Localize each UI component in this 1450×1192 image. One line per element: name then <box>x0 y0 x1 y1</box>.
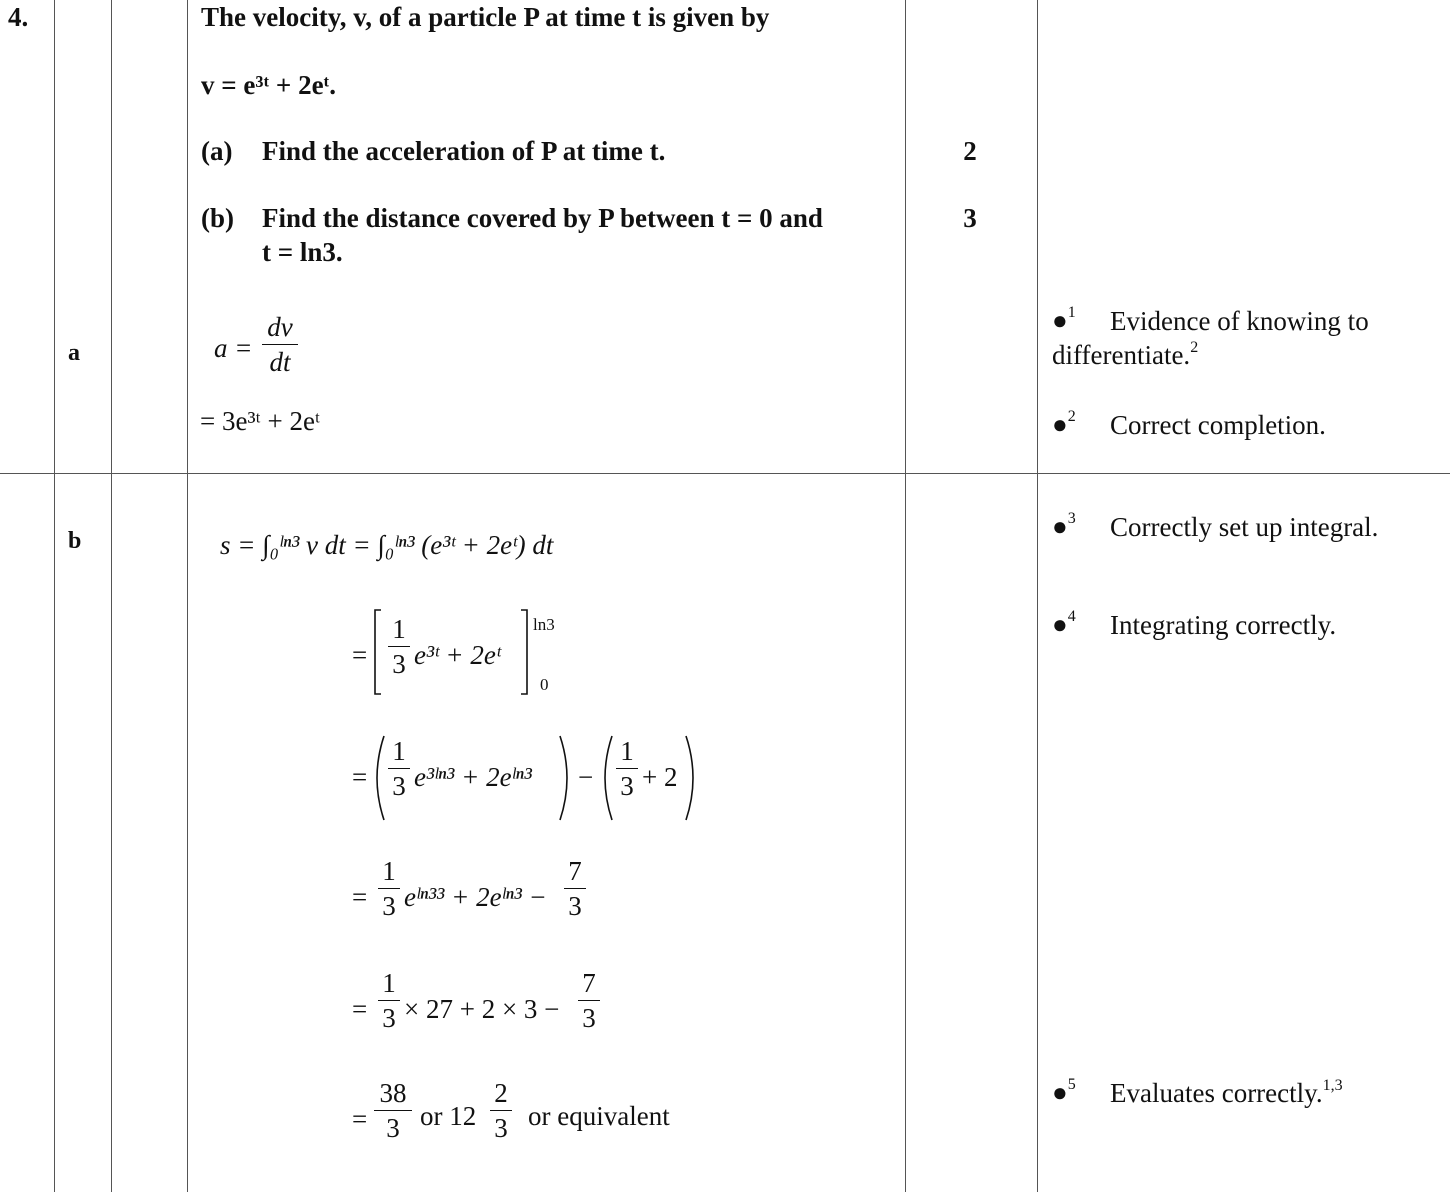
dv-numerator: dv <box>267 312 293 342</box>
mark-bullet-4: ●$^4$ <box>1052 608 1076 639</box>
antiderivative: e³ᵗ + 2eᵗ <box>414 640 501 670</box>
question-stem: The velocity, v, of a particle P at time t is given by <box>201 2 770 32</box>
simplified-exponents: eˡⁿ³³ + 2eˡⁿ³ − <box>404 882 547 912</box>
dt-denominator: dt <box>269 347 291 377</box>
mark-1-text: Evidence of knowing to <box>1110 306 1369 336</box>
column-divider-2 <box>111 0 112 1192</box>
mark-1-text-cont: differentiate.$^2$ <box>1052 339 1199 370</box>
column-divider-1 <box>54 0 55 1192</box>
solution-a-label: a <box>68 340 80 366</box>
mark-3-text: Correctly set up integral. <box>1110 512 1379 542</box>
mark-5-text: Evaluates correctly.$^{1,3}$ <box>1110 1077 1343 1108</box>
numeric-evaluation: × 27 + 2 × 3 − <box>404 994 560 1024</box>
velocity-equation: v = e³ᵗ + 2eᵗ. <box>201 70 337 100</box>
final-fraction: 38 3 <box>374 1078 412 1143</box>
eq-sign-4: = <box>352 882 368 912</box>
mixed-number-fraction: 2 3 <box>490 1078 512 1143</box>
lower-limit: 0 <box>540 675 549 694</box>
part-b-marks: 3 <box>963 203 977 233</box>
column-divider-5 <box>1037 0 1038 1192</box>
eq-sign-2: = <box>352 640 368 670</box>
mark-bullet-5: ●$^5$ <box>1052 1076 1076 1107</box>
mixed-number-whole: or 12 <box>420 1101 477 1131</box>
part-b-text-line1: Find the distance covered by P between t = 0 and <box>262 203 823 233</box>
minus-sign-3: − <box>578 762 594 792</box>
mark-bullet-2: ●$^2$ <box>1052 408 1076 439</box>
acceleration-result: = 3e³ᵗ + 2eᵗ <box>200 406 321 436</box>
acceleration-lhs: a = <box>214 333 253 363</box>
mark-4-text: Integrating correctly. <box>1110 610 1337 640</box>
integral-setup: s = ∫₀ˡⁿ³ v dt = ∫₀ˡⁿ³ (e³ᵗ + 2eᵗ) dt <box>220 530 554 560</box>
column-divider-3 <box>187 0 188 1192</box>
one-third-fraction-4: 1 3 <box>378 856 400 921</box>
row-divider <box>0 473 1450 474</box>
part-a-text: Find the acceleration of P at time t. <box>262 136 666 166</box>
dv-dt-fraction <box>262 312 298 377</box>
column-divider-4 <box>905 0 906 1192</box>
seven-thirds-fraction-4: 7 3 <box>564 856 586 921</box>
mark-bullet-1: ●$^1$ <box>1052 304 1076 335</box>
fraction-bar <box>262 344 298 345</box>
one-third-fraction-2: 1 3 <box>388 614 410 679</box>
eq-sign-5: = <box>352 994 368 1024</box>
question-number: 4. <box>8 2 29 32</box>
one-third-fraction-3: 1 3 <box>388 736 410 801</box>
eq-sign-3: = <box>352 762 368 792</box>
part-b-label: (b) <box>201 203 234 233</box>
upper-limit: ln3 <box>533 615 555 634</box>
part-a-label: (a) <box>201 136 233 166</box>
mark-2-text: Correct completion. <box>1110 410 1326 440</box>
solution-b-label: b <box>68 528 82 554</box>
seven-thirds-fraction-5: 7 3 <box>578 968 600 1033</box>
evaluated-upper: e³ˡⁿ³ + 2eˡⁿ³ <box>414 762 532 792</box>
one-third-fraction-5: 1 3 <box>378 968 400 1033</box>
mark-bullet-3: ●$^3$ <box>1052 510 1076 541</box>
part-b-text-line2: t = ln3. <box>262 237 343 267</box>
eq-sign-6: = <box>352 1104 368 1134</box>
one-third-fraction-3b: 1 3 <box>616 736 638 801</box>
or-equivalent: or equivalent <box>528 1101 670 1131</box>
part-a-marks: 2 <box>963 136 977 166</box>
plus-two: + 2 <box>642 762 678 792</box>
